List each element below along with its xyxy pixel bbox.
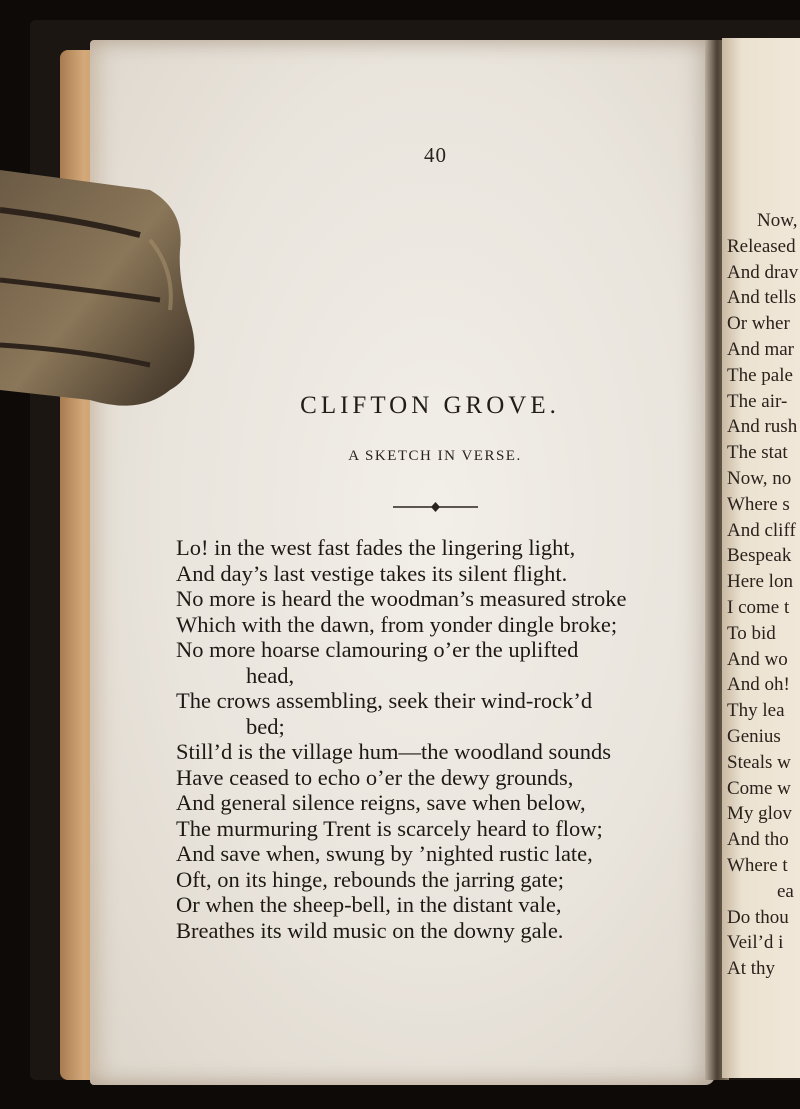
right-page-line: Steals w bbox=[727, 751, 791, 773]
right-page-line: To bid bbox=[727, 622, 776, 644]
poem-line: Breathes its wild music on the downy gale. bbox=[176, 917, 564, 943]
poem-line: Which with the dawn, from yonder dingle broke; bbox=[176, 611, 618, 637]
poem-line: Oft, on its hinge, rebounds the jarring gate; bbox=[176, 866, 565, 892]
right-page-line: Genius bbox=[727, 725, 781, 747]
poem-line: head, bbox=[246, 662, 295, 688]
right-page-line: Where s bbox=[727, 493, 790, 515]
right-page-line: And tho bbox=[727, 829, 789, 851]
right-page-line: And wo bbox=[727, 648, 788, 670]
poem-line: The crows assembling, seek their wind-rock’d bbox=[176, 688, 593, 713]
page-number: 40 bbox=[424, 143, 447, 167]
poem-body bbox=[176, 535, 676, 943]
right-page-line: Veil’d i bbox=[727, 932, 784, 954]
poem-line: No more hoarse clamouring o’er the uplifted bbox=[176, 637, 579, 662]
right-page-line: Now, bbox=[757, 210, 798, 231]
carved-wood-ornament bbox=[0, 150, 200, 440]
right-page-line: Where t bbox=[727, 854, 788, 876]
right-page-line: Or wher bbox=[727, 313, 790, 335]
ornamental-divider bbox=[393, 500, 478, 514]
poem-line: Or when the sheep-bell, in the distant vale, bbox=[176, 892, 562, 917]
poem-subtitle: A SKETCH IN VERSE. bbox=[348, 448, 522, 464]
right-page-line: Now, no bbox=[727, 467, 792, 489]
right-page-line: And oh! bbox=[727, 674, 790, 696]
right-page-text bbox=[727, 208, 800, 982]
poem-line: The murmuring Trent is scarcely heard to flow; bbox=[176, 815, 603, 841]
poem-line: Have ceased to echo o’er the dewy grounds, bbox=[176, 764, 574, 790]
right-page-line: My glov bbox=[727, 803, 792, 825]
right-page-line: I come t bbox=[727, 596, 790, 618]
right-page-line: And drav bbox=[727, 261, 799, 283]
right-page-line: Thy lea bbox=[727, 700, 785, 722]
poem-line: Still’d is the village hum—the woodland sounds bbox=[176, 739, 611, 764]
right-page-line: Bespeak bbox=[727, 545, 792, 567]
right-page-line: And cliff bbox=[727, 519, 796, 541]
poem-line: bed; bbox=[246, 713, 285, 739]
right-page-line: The air- bbox=[727, 390, 788, 412]
poem-title: CLIFTON GROVE. bbox=[300, 392, 560, 419]
right-page-line: Do thou bbox=[727, 906, 789, 928]
right-page-line: And tells bbox=[727, 287, 797, 309]
right-page-line: And mar bbox=[727, 338, 795, 360]
right-page-line: Come w bbox=[727, 777, 791, 799]
right-page-line: Here lon bbox=[727, 571, 793, 593]
right-page-line: At thy bbox=[727, 958, 776, 980]
poem-line: No more is heard the woodman’s measured stroke bbox=[176, 586, 627, 611]
right-page-line: And rush bbox=[727, 416, 798, 438]
poem-line: Lo! in the west fast fades the lingering light, bbox=[176, 535, 576, 560]
right-page-line: The pale bbox=[727, 364, 793, 386]
right-page-line: The stat bbox=[727, 442, 788, 464]
right-page-line: Released bbox=[727, 235, 796, 257]
poem-line: And save when, swung by ’nighted rustic late, bbox=[176, 841, 593, 866]
right-page bbox=[722, 38, 800, 1078]
right-page-line: ea bbox=[777, 880, 794, 902]
poem-line: And general silence reigns, save when below, bbox=[176, 790, 586, 815]
poem-line: And day’s last vestige takes its silent flight. bbox=[176, 560, 568, 586]
